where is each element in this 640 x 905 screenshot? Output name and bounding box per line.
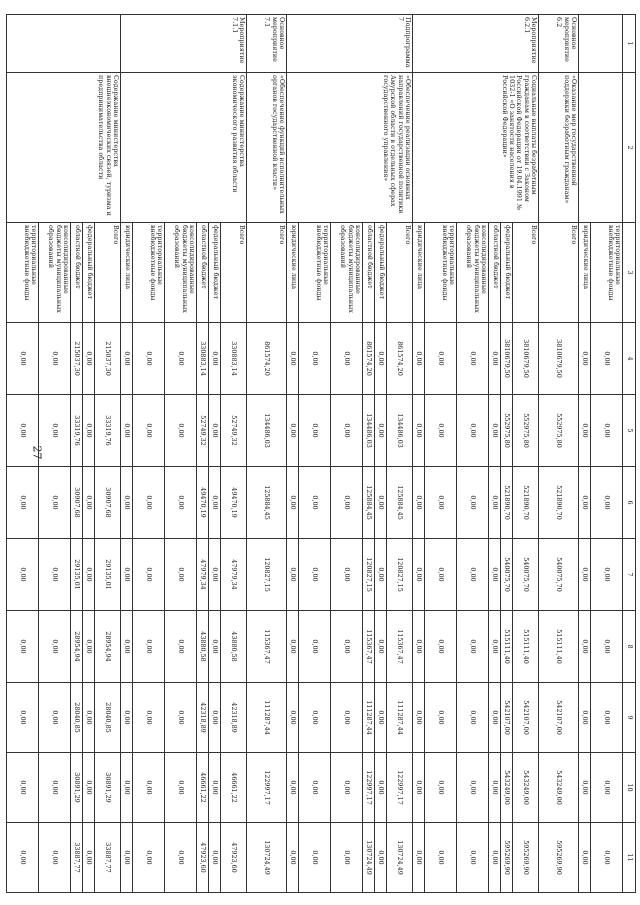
amount-cell: 515111,40 (539, 611, 579, 683)
amount-cell: 111287,44 (387, 683, 413, 753)
amount-cell: 0,00 (457, 395, 489, 467)
amount-cell: 0,00 (489, 539, 501, 611)
program-code: Мероприятие 7.1.1 (121, 15, 247, 73)
amount-cell: 0,00 (209, 753, 221, 823)
amount-cell: 0,00 (299, 395, 331, 467)
amount-cell: 0,00 (579, 323, 591, 395)
header-row (623, 15, 636, 893)
amount-cell: 0,00 (133, 467, 165, 539)
amount-cell: 0,00 (165, 539, 197, 611)
amount-cell: 0,00 (489, 683, 501, 753)
funding-source: консолидированные бюджеты муниципальных образований (331, 223, 363, 323)
amount-cell: 0,00 (413, 683, 425, 753)
amount-cell: 111287,44 (363, 683, 375, 753)
amount-cell: 0,00 (287, 823, 299, 893)
program-name: «Обеспечение функций исполнительных органов государственной власти» (247, 73, 287, 223)
amount-cell: 0,00 (165, 395, 197, 467)
amount-cell: 125884,45 (387, 467, 413, 539)
amount-cell: 42318,89 (221, 683, 247, 753)
amount-cell: 0,00 (83, 823, 95, 893)
amount-cell: 0,00 (299, 823, 331, 893)
amount-cell: 0,00 (299, 539, 331, 611)
amount-cell: 120827,15 (247, 539, 287, 611)
col-header: 6 (623, 467, 636, 539)
amount-cell: 52749,32 (221, 395, 247, 467)
amount-cell: 0,00 (579, 539, 591, 611)
amount-cell: 33319,76 (95, 395, 121, 467)
funding-source: областной бюджет (197, 223, 209, 323)
amount-cell: 42318,89 (197, 683, 209, 753)
amount-cell: 46661,22 (197, 753, 209, 823)
amount-cell: 0,00 (287, 395, 299, 467)
amount-cell: 542107,00 (501, 683, 513, 753)
amount-cell: 0,00 (457, 323, 489, 395)
amount-cell: 28040,85 (95, 683, 121, 753)
amount-cell: 0,00 (121, 823, 133, 893)
amount-cell: 543249,00 (501, 753, 513, 823)
amount-cell: 0,00 (331, 611, 363, 683)
budget-table (6, 14, 636, 893)
amount-cell: 134486,03 (363, 395, 375, 467)
amount-cell: 543249,00 (513, 753, 539, 823)
amount-cell: 33319,76 (71, 395, 83, 467)
funding-source: Всего (221, 223, 247, 323)
program-name: Социальные выплаты безработным гражданам в соответствии с Законом Российской Федерации от 19.04.1991 № 1032-1 «О занятости населения в Российской Федерации» (413, 73, 539, 223)
amount-cell: 0,00 (7, 395, 39, 467)
amount-cell: 0,00 (133, 611, 165, 683)
program-code: Основное мероприятие 6.2 (539, 15, 579, 73)
col-header: 5 (623, 395, 636, 467)
amount-cell: 0,00 (83, 611, 95, 683)
page-number: 27 (30, 445, 44, 460)
program-code: Основное мероприятие 7.1 (247, 15, 287, 73)
amount-cell: 0,00 (489, 823, 501, 893)
amount-cell: 0,00 (83, 753, 95, 823)
amount-cell: 595269,90 (501, 823, 513, 893)
amount-cell: 330883,14 (197, 323, 209, 395)
amount-cell: 521890,70 (539, 467, 579, 539)
amount-cell: 115367,47 (363, 611, 375, 683)
amount-cell: 3810679,50 (539, 323, 579, 395)
amount-cell: 0,00 (457, 753, 489, 823)
amount-cell: 0,00 (375, 323, 387, 395)
amount-cell: 0,00 (375, 683, 387, 753)
amount-cell: 0,00 (287, 753, 299, 823)
amount-cell: 552975,80 (501, 395, 513, 467)
amount-cell: 0,00 (165, 467, 197, 539)
amount-cell: 0,00 (457, 611, 489, 683)
amount-cell: 0,00 (7, 823, 39, 893)
amount-cell: 29135,01 (71, 539, 83, 611)
amount-cell: 0,00 (165, 823, 197, 893)
amount-cell: 0,00 (165, 611, 197, 683)
amount-cell: 521890,70 (501, 467, 513, 539)
amount-cell: 28040,85 (71, 683, 83, 753)
amount-cell: 0,00 (489, 467, 501, 539)
amount-cell: 0,00 (425, 539, 457, 611)
amount-cell: 215037,30 (71, 323, 83, 395)
amount-cell: 115367,47 (387, 611, 413, 683)
col-header: 10 (623, 753, 636, 823)
amount-cell: 33887,77 (71, 823, 83, 893)
amount-cell: 0,00 (331, 539, 363, 611)
funding-source: консолидированные бюджеты муниципальных образований (457, 223, 489, 323)
amount-cell: 0,00 (489, 611, 501, 683)
amount-cell: 0,00 (287, 467, 299, 539)
funding-source: территориальные внебюджетные фонды (425, 223, 457, 323)
rotated-page (19, 14, 636, 892)
amount-cell: 0,00 (375, 611, 387, 683)
program-name: «Оказание мер государственной поддержки безработным гражданам» (539, 73, 579, 223)
amount-cell: 30891,29 (95, 753, 121, 823)
amount-cell: 0,00 (83, 395, 95, 467)
amount-cell: 330883,14 (221, 323, 247, 395)
amount-cell: 0,00 (287, 683, 299, 753)
program-code (579, 15, 623, 73)
amount-cell: 0,00 (121, 611, 133, 683)
amount-cell: 543249,00 (539, 753, 579, 823)
amount-cell: 0,00 (457, 467, 489, 539)
funding-source: Всего (387, 223, 413, 323)
amount-cell: 28954,94 (71, 611, 83, 683)
amount-cell: 0,00 (83, 683, 95, 753)
amount-cell: 0,00 (39, 683, 71, 753)
amount-cell: 122997,17 (247, 753, 287, 823)
amount-cell: 49470,19 (221, 467, 247, 539)
amount-cell: 0,00 (121, 683, 133, 753)
table-row (513, 15, 539, 893)
amount-cell: 0,00 (425, 323, 457, 395)
amount-cell: 0,00 (39, 823, 71, 893)
table-row (387, 15, 413, 893)
amount-cell: 0,00 (375, 753, 387, 823)
amount-cell: 0,00 (331, 753, 363, 823)
amount-cell: 0,00 (287, 323, 299, 395)
col-header: 7 (623, 539, 636, 611)
amount-cell: 3810679,50 (501, 323, 513, 395)
amount-cell: 0,00 (7, 323, 39, 395)
funding-source: областной бюджет (489, 223, 501, 323)
amount-cell: 0,00 (209, 467, 221, 539)
amount-cell: 134486,03 (247, 395, 287, 467)
amount-cell: 0,00 (299, 611, 331, 683)
amount-cell: 0,00 (331, 823, 363, 893)
amount-cell: 0,00 (425, 467, 457, 539)
funding-source: консолидированные бюджеты муниципальных образований (165, 223, 197, 323)
program-code (7, 15, 121, 73)
amount-cell: 43880,58 (197, 611, 209, 683)
amount-cell: 0,00 (413, 611, 425, 683)
funding-source: федеральный бюджет (375, 223, 387, 323)
table-body (7, 15, 623, 893)
funding-source: федеральный бюджет (83, 223, 95, 323)
amount-cell: 0,00 (591, 323, 623, 395)
amount-cell: 130724,49 (247, 823, 287, 893)
amount-cell: 0,00 (39, 395, 71, 467)
col-header: 9 (623, 683, 636, 753)
program-code: Мероприятие 6.2.1 (413, 15, 539, 73)
amount-cell: 0,00 (83, 539, 95, 611)
amount-cell: 0,00 (165, 323, 197, 395)
funding-source: территориальные внебюджетные фонды (7, 223, 39, 323)
amount-cell: 861574,20 (247, 323, 287, 395)
table-row (591, 15, 623, 893)
program-name: Содержание министерства внешнеэкономических связей, туризма и предпринимательства области (7, 73, 121, 223)
amount-cell: 0,00 (425, 395, 457, 467)
amount-cell: 0,00 (133, 323, 165, 395)
amount-cell: 0,00 (83, 467, 95, 539)
amount-cell: 47923,60 (197, 823, 209, 893)
amount-cell: 0,00 (287, 539, 299, 611)
amount-cell: 0,00 (121, 395, 133, 467)
program-name (579, 73, 623, 223)
col-header: 11 (623, 823, 636, 893)
amount-cell: 515111,40 (501, 611, 513, 683)
amount-cell: 0,00 (591, 611, 623, 683)
amount-cell: 0,00 (413, 467, 425, 539)
amount-cell: 0,00 (209, 823, 221, 893)
funding-source: консолидированные бюджеты муниципальных образований (39, 223, 71, 323)
amount-cell: 0,00 (591, 823, 623, 893)
amount-cell: 0,00 (413, 539, 425, 611)
amount-cell: 0,00 (7, 753, 39, 823)
amount-cell: 0,00 (579, 683, 591, 753)
amount-cell: 0,00 (413, 753, 425, 823)
amount-cell: 47923,60 (221, 823, 247, 893)
amount-cell: 0,00 (331, 395, 363, 467)
funding-source: территориальные внебюджетные фонды (133, 223, 165, 323)
amount-cell: 552975,80 (539, 395, 579, 467)
amount-cell: 122997,17 (363, 753, 375, 823)
col-header: 3 (623, 223, 636, 323)
amount-cell: 542107,00 (539, 683, 579, 753)
amount-cell: 0,00 (39, 323, 71, 395)
amount-cell: 30907,68 (95, 467, 121, 539)
amount-cell: 111287,44 (247, 683, 287, 753)
amount-cell: 0,00 (133, 823, 165, 893)
amount-cell: 0,00 (209, 323, 221, 395)
col-header: 8 (623, 611, 636, 683)
amount-cell: 0,00 (425, 611, 457, 683)
amount-cell: 130724,49 (387, 823, 413, 893)
funding-source: областной бюджет (363, 223, 375, 323)
amount-cell: 0,00 (121, 753, 133, 823)
amount-cell: 0,00 (299, 753, 331, 823)
amount-cell: 0,00 (579, 467, 591, 539)
funding-source: Всего (247, 223, 287, 323)
amount-cell: 125884,45 (247, 467, 287, 539)
amount-cell: 0,00 (209, 683, 221, 753)
amount-cell: 215037,30 (95, 323, 121, 395)
funding-source: территориальные внебюджетные фонды (591, 223, 623, 323)
amount-cell: 0,00 (121, 467, 133, 539)
amount-cell: 0,00 (489, 323, 501, 395)
amount-cell: 0,00 (7, 539, 39, 611)
amount-cell: 47979,34 (221, 539, 247, 611)
table-row (247, 15, 287, 893)
table-row (221, 15, 247, 893)
table-row (95, 15, 121, 893)
amount-cell: 52749,32 (197, 395, 209, 467)
funding-source: юридические лица (579, 223, 591, 323)
amount-cell: 3810679,50 (513, 323, 539, 395)
funding-source: областной бюджет (71, 223, 83, 323)
amount-cell: 0,00 (375, 539, 387, 611)
amount-cell: 0,00 (579, 753, 591, 823)
amount-cell: 0,00 (165, 683, 197, 753)
amount-cell: 0,00 (39, 753, 71, 823)
funding-source: федеральный бюджет (209, 223, 221, 323)
amount-cell: 0,00 (425, 683, 457, 753)
amount-cell: 120827,15 (363, 539, 375, 611)
col-header: 2 (623, 73, 636, 223)
amount-cell: 0,00 (39, 611, 71, 683)
amount-cell: 0,00 (489, 395, 501, 467)
funding-source: Всего (539, 223, 579, 323)
program-name: «Обеспечение реализации основных направлений государственной политики Амурской области в отдельных сферах государственного управления» (287, 73, 413, 223)
amount-cell: 0,00 (591, 683, 623, 753)
amount-cell: 46661,22 (221, 753, 247, 823)
amount-cell: 30891,29 (71, 753, 83, 823)
amount-cell: 0,00 (287, 611, 299, 683)
amount-cell: 0,00 (425, 753, 457, 823)
amount-cell: 0,00 (299, 467, 331, 539)
amount-cell: 0,00 (579, 395, 591, 467)
amount-cell: 130724,49 (363, 823, 375, 893)
funding-source: юридические лица (413, 223, 425, 323)
amount-cell: 134486,03 (387, 395, 413, 467)
amount-cell: 595269,90 (539, 823, 579, 893)
amount-cell: 0,00 (299, 323, 331, 395)
funding-source: Всего (513, 223, 539, 323)
amount-cell: 0,00 (331, 323, 363, 395)
amount-cell: 0,00 (83, 323, 95, 395)
amount-cell: 0,00 (413, 395, 425, 467)
amount-cell: 540075,70 (539, 539, 579, 611)
funding-source: Всего (95, 223, 121, 323)
col-header: 1 (623, 15, 636, 73)
amount-cell: 0,00 (133, 753, 165, 823)
amount-cell: 120827,15 (387, 539, 413, 611)
table-row (539, 15, 579, 893)
col-header: 4 (623, 323, 636, 395)
amount-cell: 0,00 (7, 611, 39, 683)
amount-cell: 29135,01 (95, 539, 121, 611)
amount-cell: 0,00 (591, 539, 623, 611)
amount-cell: 49470,19 (197, 467, 209, 539)
amount-cell: 0,00 (121, 539, 133, 611)
funding-source: юридические лица (287, 223, 299, 323)
amount-cell: 542107,00 (513, 683, 539, 753)
program-code: Подпрограмма 7 (287, 15, 413, 73)
amount-cell: 0,00 (457, 823, 489, 893)
amount-cell: 0,00 (133, 395, 165, 467)
funding-source: территориальные внебюджетные фонды (299, 223, 331, 323)
amount-cell: 0,00 (413, 323, 425, 395)
amount-cell: 0,00 (375, 467, 387, 539)
amount-cell: 0,00 (457, 539, 489, 611)
funding-source: федеральный бюджет (501, 223, 513, 323)
amount-cell: 595269,90 (513, 823, 539, 893)
amount-cell: 0,00 (133, 539, 165, 611)
amount-cell: 0,00 (375, 395, 387, 467)
amount-cell: 0,00 (209, 395, 221, 467)
amount-cell: 515111,40 (513, 611, 539, 683)
amount-cell: 0,00 (7, 683, 39, 753)
amount-cell: 122997,17 (387, 753, 413, 823)
program-name: Содержание министерства экономического развития области (121, 73, 247, 223)
amount-cell: 0,00 (209, 539, 221, 611)
amount-cell: 0,00 (299, 683, 331, 753)
amount-cell: 0,00 (591, 467, 623, 539)
amount-cell: 0,00 (209, 611, 221, 683)
amount-cell: 0,00 (375, 823, 387, 893)
amount-cell: 0,00 (579, 611, 591, 683)
amount-cell: 0,00 (425, 823, 457, 893)
amount-cell: 0,00 (457, 683, 489, 753)
amount-cell: 30907,68 (71, 467, 83, 539)
amount-cell: 540075,70 (501, 539, 513, 611)
amount-cell: 0,00 (489, 753, 501, 823)
amount-cell: 861574,20 (363, 323, 375, 395)
funding-source: юридические лица (121, 223, 133, 323)
amount-cell: 0,00 (579, 823, 591, 893)
amount-cell: 0,00 (413, 823, 425, 893)
amount-cell: 0,00 (39, 539, 71, 611)
amount-cell: 861574,20 (387, 323, 413, 395)
amount-cell: 47979,34 (197, 539, 209, 611)
amount-cell: 0,00 (7, 467, 39, 539)
amount-cell: 125884,45 (363, 467, 375, 539)
amount-cell: 0,00 (165, 753, 197, 823)
amount-cell: 0,00 (121, 323, 133, 395)
amount-cell: 43880,58 (221, 611, 247, 683)
amount-cell: 0,00 (39, 467, 71, 539)
amount-cell: 33887,77 (95, 823, 121, 893)
amount-cell: 28954,94 (95, 611, 121, 683)
amount-cell: 115367,47 (247, 611, 287, 683)
amount-cell: 0,00 (331, 467, 363, 539)
amount-cell: 0,00 (133, 683, 165, 753)
amount-cell: 521890,70 (513, 467, 539, 539)
amount-cell: 540075,70 (513, 539, 539, 611)
amount-cell: 552975,80 (513, 395, 539, 467)
amount-cell: 0,00 (331, 683, 363, 753)
amount-cell: 0,00 (591, 753, 623, 823)
amount-cell: 0,00 (591, 395, 623, 467)
